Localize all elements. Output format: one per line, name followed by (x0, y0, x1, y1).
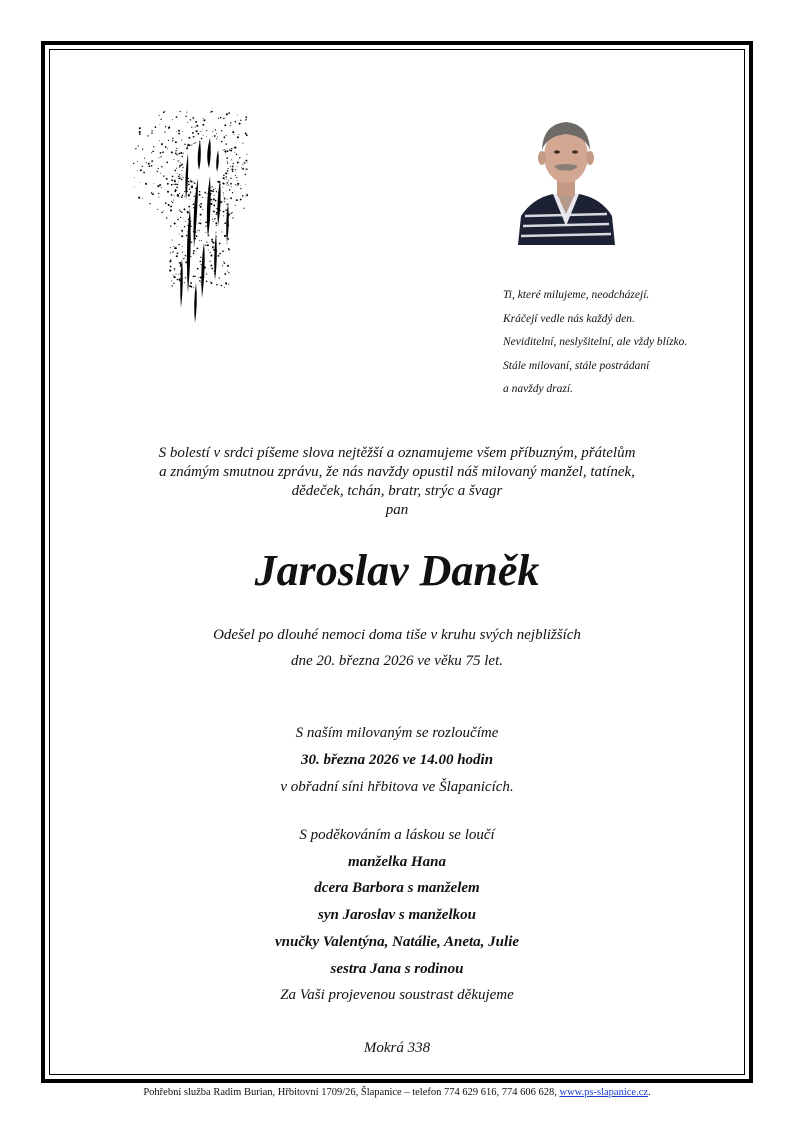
condolence-thanks: Za Vaši projevenou soustrast děkujeme (280, 987, 514, 1004)
death-circumstances: Odešel po dlouhé nemoci doma tiše v kruhu svých nejbližších (213, 627, 581, 643)
announcement-text (50, 444, 744, 520)
poem-line: Stále milovaní, stále postrádaní (503, 359, 650, 372)
funeral-place: v obřadní síni hřbitova ve Šlapanicích. (280, 779, 514, 795)
death-date: dne 20. března 2026 ve věku 75 let. (290, 653, 504, 669)
farewell-heading: S naším milovaným se rozloučíme (295, 725, 499, 741)
death-notice (50, 622, 744, 674)
funeral-info (50, 720, 744, 801)
mourner: dcera Barbora s manželem (314, 880, 480, 897)
poem (503, 284, 743, 402)
poem-line: Neviditelní, neslyšitelní, ale vždy blízko. (503, 336, 688, 348)
portrait-photo (513, 116, 619, 245)
footer-suffix: . (648, 1087, 651, 1098)
website-link[interactable]: www.ps-slapanice.cz (559, 1087, 649, 1098)
intro-line: S bolestí v srdci píšeme slova nejtěžší a oznamujeme všem příbuzným, přátelům (158, 445, 636, 461)
mourners-list (50, 822, 744, 1009)
mourner: manželka Hana (348, 853, 446, 870)
candle-flames-ornament (130, 108, 250, 328)
intro-line: a známým smutnou zprávu, že nás navždy opustil náš milovaný manžel, tatínek, (159, 464, 635, 480)
poem-line: Kráčejí vedle nás každý den. (503, 312, 635, 325)
footer (0, 1085, 794, 1101)
mourner: vnučky Valentýna, Natálie, Aneta, Julie (274, 933, 520, 950)
intro-line: dědeček, tchán, bratr, strýc a švagr (291, 483, 503, 499)
address: Mokrá 338 (363, 1040, 431, 1056)
mourners-heading: S poděkováním a láskou se loučí (299, 827, 495, 843)
mourner: syn Jaroslav s manželkou (318, 907, 476, 924)
poem-line: Ti, které milujeme, neodcházejí. (503, 289, 650, 301)
funeral-datetime: 30. března 2026 ve 14.00 hodin (300, 752, 494, 768)
poem-line: a navždy drazí. (503, 383, 573, 395)
deceased-name: Jaroslav Daněk (254, 546, 540, 595)
footer-text: Pohřební služba Radim Burian, Hřbitovní 1709/26, Šlapanice – telefon 774 629 616, 774 606 628, (143, 1087, 557, 1098)
intro-line: pan (385, 502, 409, 518)
mourner: sestra Jana s rodinou (330, 960, 464, 977)
